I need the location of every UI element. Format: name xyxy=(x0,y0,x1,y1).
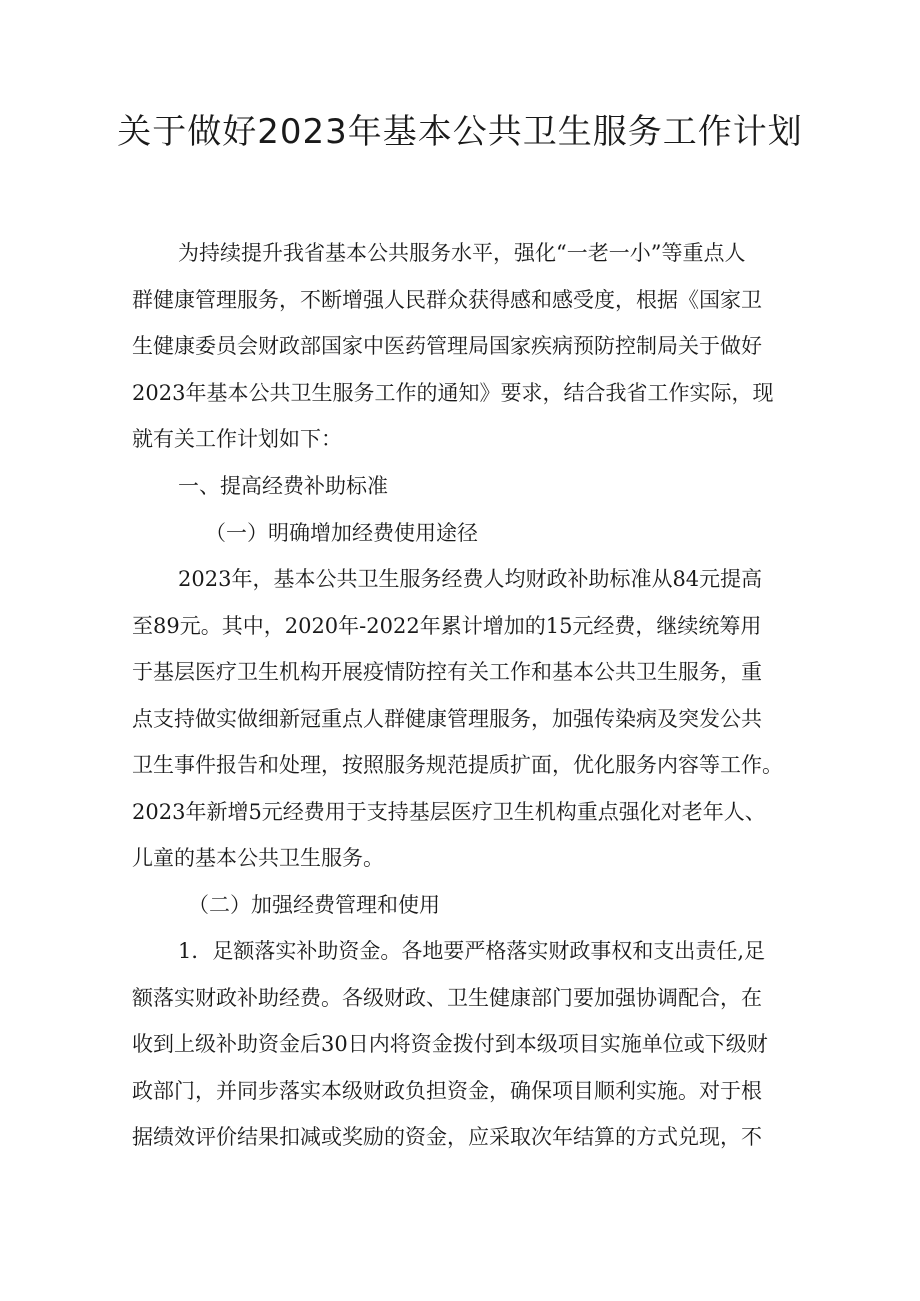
subsection-heading-1: （一）明确增加经费使用途径 xyxy=(205,521,478,545)
subsection1-line-2: 至89元。其中，2020年-2022年累计增加的15元经费，继续统筹用 xyxy=(132,614,762,638)
intro-line-2: 群健康管理服务，不断增强人民群众获得感和感受度，根据《国家卫 xyxy=(132,288,762,312)
intro-line-4: 2023年基本公共卫生服务工作的通知》要求，结合我省工作实际，现 xyxy=(132,381,774,405)
document-title: 关于做好2023年基本公共卫生服务工作计划 xyxy=(117,112,803,152)
intro-line-5: 就有关工作计划如下： xyxy=(132,427,342,451)
intro-line-1: 为持续提升我省基本公共服务水平，强化“一老一小”等重点人 xyxy=(178,241,746,265)
subsection-heading-2: （二）加强经费管理和使用 xyxy=(188,893,440,917)
intro-line-3: 生健康委员会财政部国家中医药管理局国家疾病预防控制局关于做好 xyxy=(132,334,762,358)
section-heading-1: 一、提高经费补助标准 xyxy=(178,474,388,498)
subsection2-line-5: 据绩效评价结果扣减或奖励的资金，应采取次年结算的方式兑现，不 xyxy=(132,1125,762,1149)
subsection1-line-5: 卫生事件报告和处理，按照服务规范提质扩面，优化服务内容等工作。 xyxy=(132,753,783,777)
subsection1-line-7: 儿童的基本公共卫生服务。 xyxy=(132,846,384,870)
subsection1-line-6: 2023年新增5元经费用于支持基层医疗卫生机构重点强化对老年人、 xyxy=(132,800,766,824)
subsection2-line-1: 1．足额落实补助资金。各地要严格落实财政事权和支出责任,足 xyxy=(178,939,766,963)
subsection2-line-3: 收到上级补助资金后30日内将资金拨付到本级项目实施单位或下级财 xyxy=(132,1032,768,1056)
subsection1-line-4: 点支持做实做细新冠重点人群健康管理服务，加强传染病及突发公共 xyxy=(132,707,762,731)
subsection1-line-1: 2023年，基本公共卫生服务经费人均财政补助标准从84元提高 xyxy=(178,567,763,591)
subsection1-line-3: 于基层医疗卫生机构开展疫情防控有关工作和基本公共卫生服务，重 xyxy=(132,660,762,684)
subsection2-line-2: 额落实财政补助经费。各级财政、卫生健康部门要加强协调配合，在 xyxy=(132,986,762,1010)
subsection2-line-4: 政部门，并同步落实本级财政负担资金，确保项目顺利实施。对于根 xyxy=(132,1079,762,1103)
